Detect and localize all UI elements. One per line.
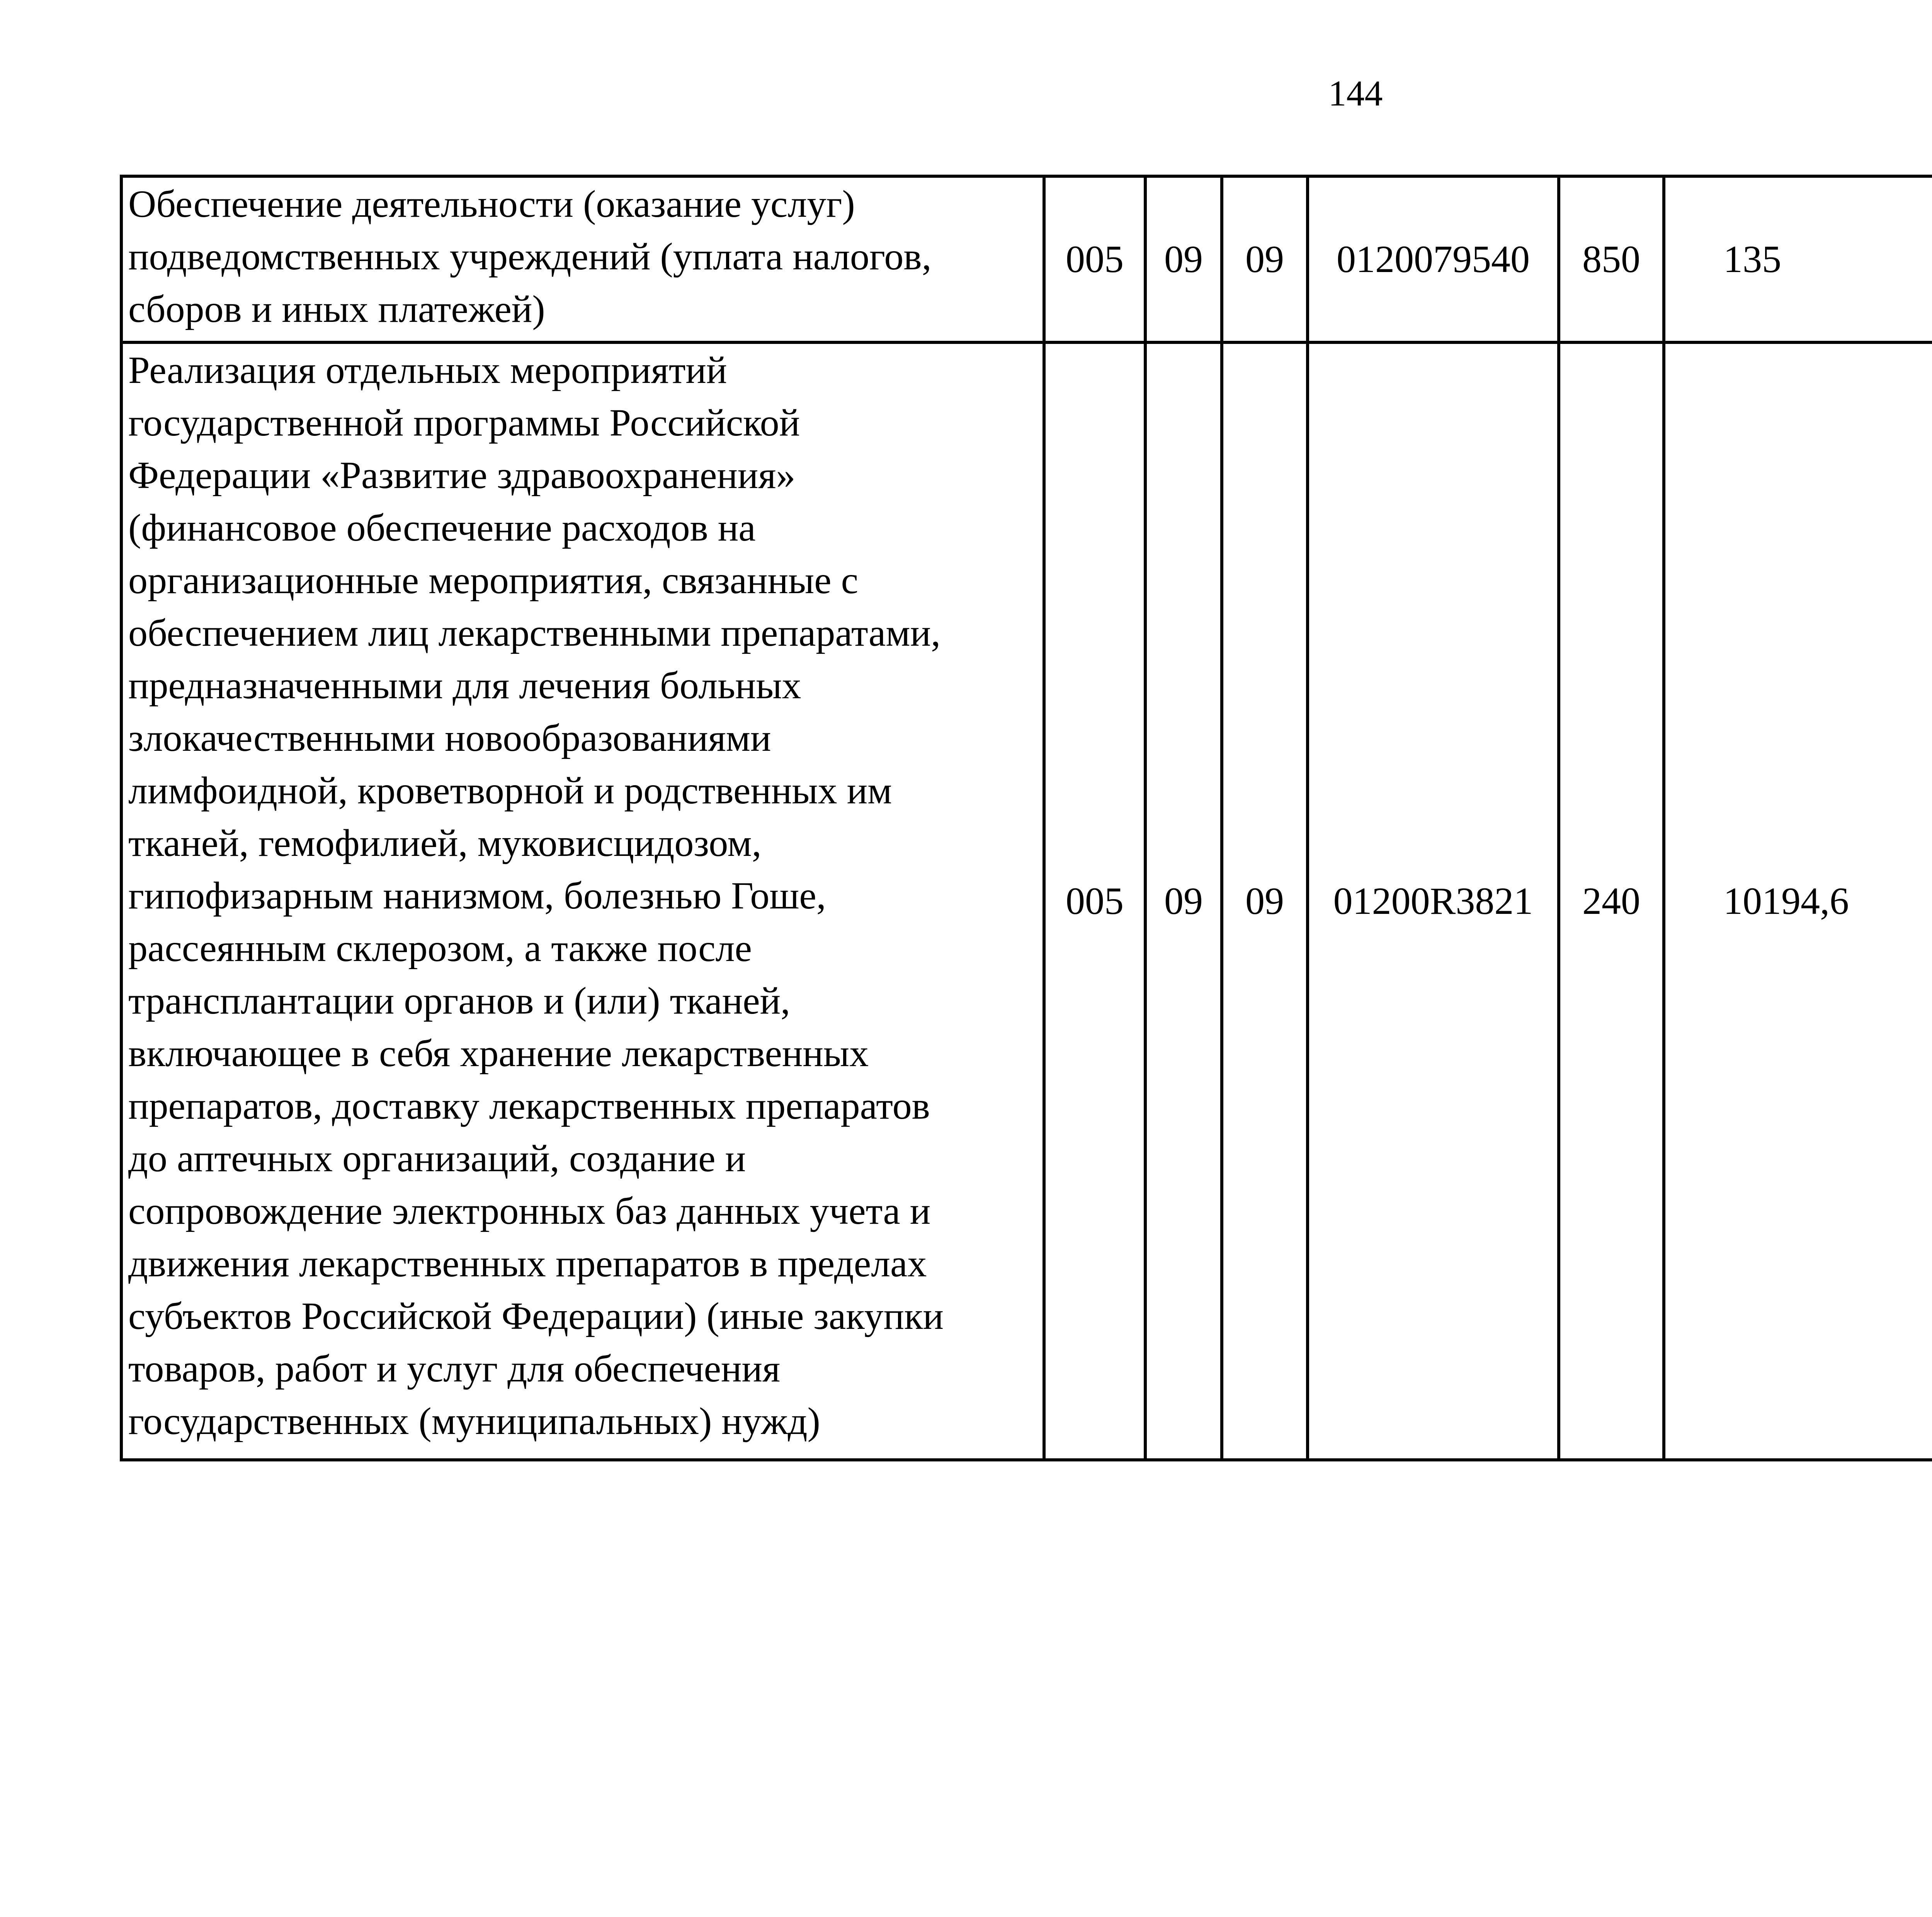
ministry-code: 005 — [1044, 176, 1145, 342]
description-line: товаров, работ и услуг для обеспечения — [128, 1347, 781, 1390]
section-code: 09 — [1145, 342, 1222, 1460]
description-line: обеспечением лиц лекарственными препаратами, — [128, 611, 941, 654]
description-line: сборов и иных платежей) — [128, 287, 545, 330]
description-line: лимфоидной, кроветворной и родственных им — [128, 769, 892, 812]
description-line: государственных (муниципальных) нужд) — [128, 1400, 820, 1442]
page-number: 144 — [1328, 73, 1383, 114]
description-line: предназначенными для лечения больных — [128, 664, 801, 707]
amount-year-1: 10194,6 — [1664, 342, 1932, 1460]
description-line: субъектов Российской Федерации) (иные закупки — [128, 1294, 944, 1337]
description-line: Реализация отдельных мероприятий — [128, 349, 727, 391]
description-line: сопровождение электронных баз данных учета и — [128, 1189, 931, 1232]
description-line: рассеянным склерозом, а также после — [128, 927, 752, 970]
description-line: трансплантации органов и (или) тканей, — [128, 979, 791, 1022]
ministry-code: 005 — [1044, 342, 1145, 1460]
description-line: организационные мероприятия, связанные с — [128, 559, 859, 602]
description-line: движения лекарственных препаратов в пределах — [128, 1242, 927, 1285]
description-line: Обеспечение деятельности (оказание услуг) — [128, 182, 855, 225]
description-line: препаратов, доставку лекарственных препаратов — [128, 1084, 930, 1127]
expense-type-code: 850 — [1559, 176, 1664, 342]
description-line: злокачественными новообразованиями — [128, 716, 771, 759]
amount-year-1: 135 — [1664, 176, 1932, 342]
description-line: до аптечных организаций, создание и — [128, 1137, 746, 1180]
description-line: включающее в себя хранение лекарственных — [128, 1032, 869, 1075]
subsection-code: 09 — [1222, 342, 1308, 1460]
description-line: государственной программы Российской — [128, 401, 800, 444]
budget-table — [120, 175, 1932, 1461]
table-row — [121, 342, 1932, 1460]
description-line: (финансовое обеспечение расходов на — [128, 506, 756, 549]
target-article-code: 01200R3821 — [1308, 342, 1559, 1460]
section-code: 09 — [1145, 176, 1222, 342]
description-line: гипофизарным нанизмом, болезнью Гоше, — [128, 874, 826, 917]
expense-type-code: 240 — [1559, 342, 1664, 1460]
description-line: Федерации «Развитие здравоохранения» — [128, 454, 796, 497]
target-article-code: 0120079540 — [1308, 176, 1559, 342]
row-description — [121, 176, 1044, 342]
subsection-code: 09 — [1222, 176, 1308, 342]
row-description — [121, 342, 1044, 1460]
description-line: подведомственных учреждений (уплата налогов, — [128, 235, 932, 278]
table-row — [121, 176, 1932, 342]
description-line: тканей, гемофилией, муковисцидозом, — [128, 822, 762, 864]
